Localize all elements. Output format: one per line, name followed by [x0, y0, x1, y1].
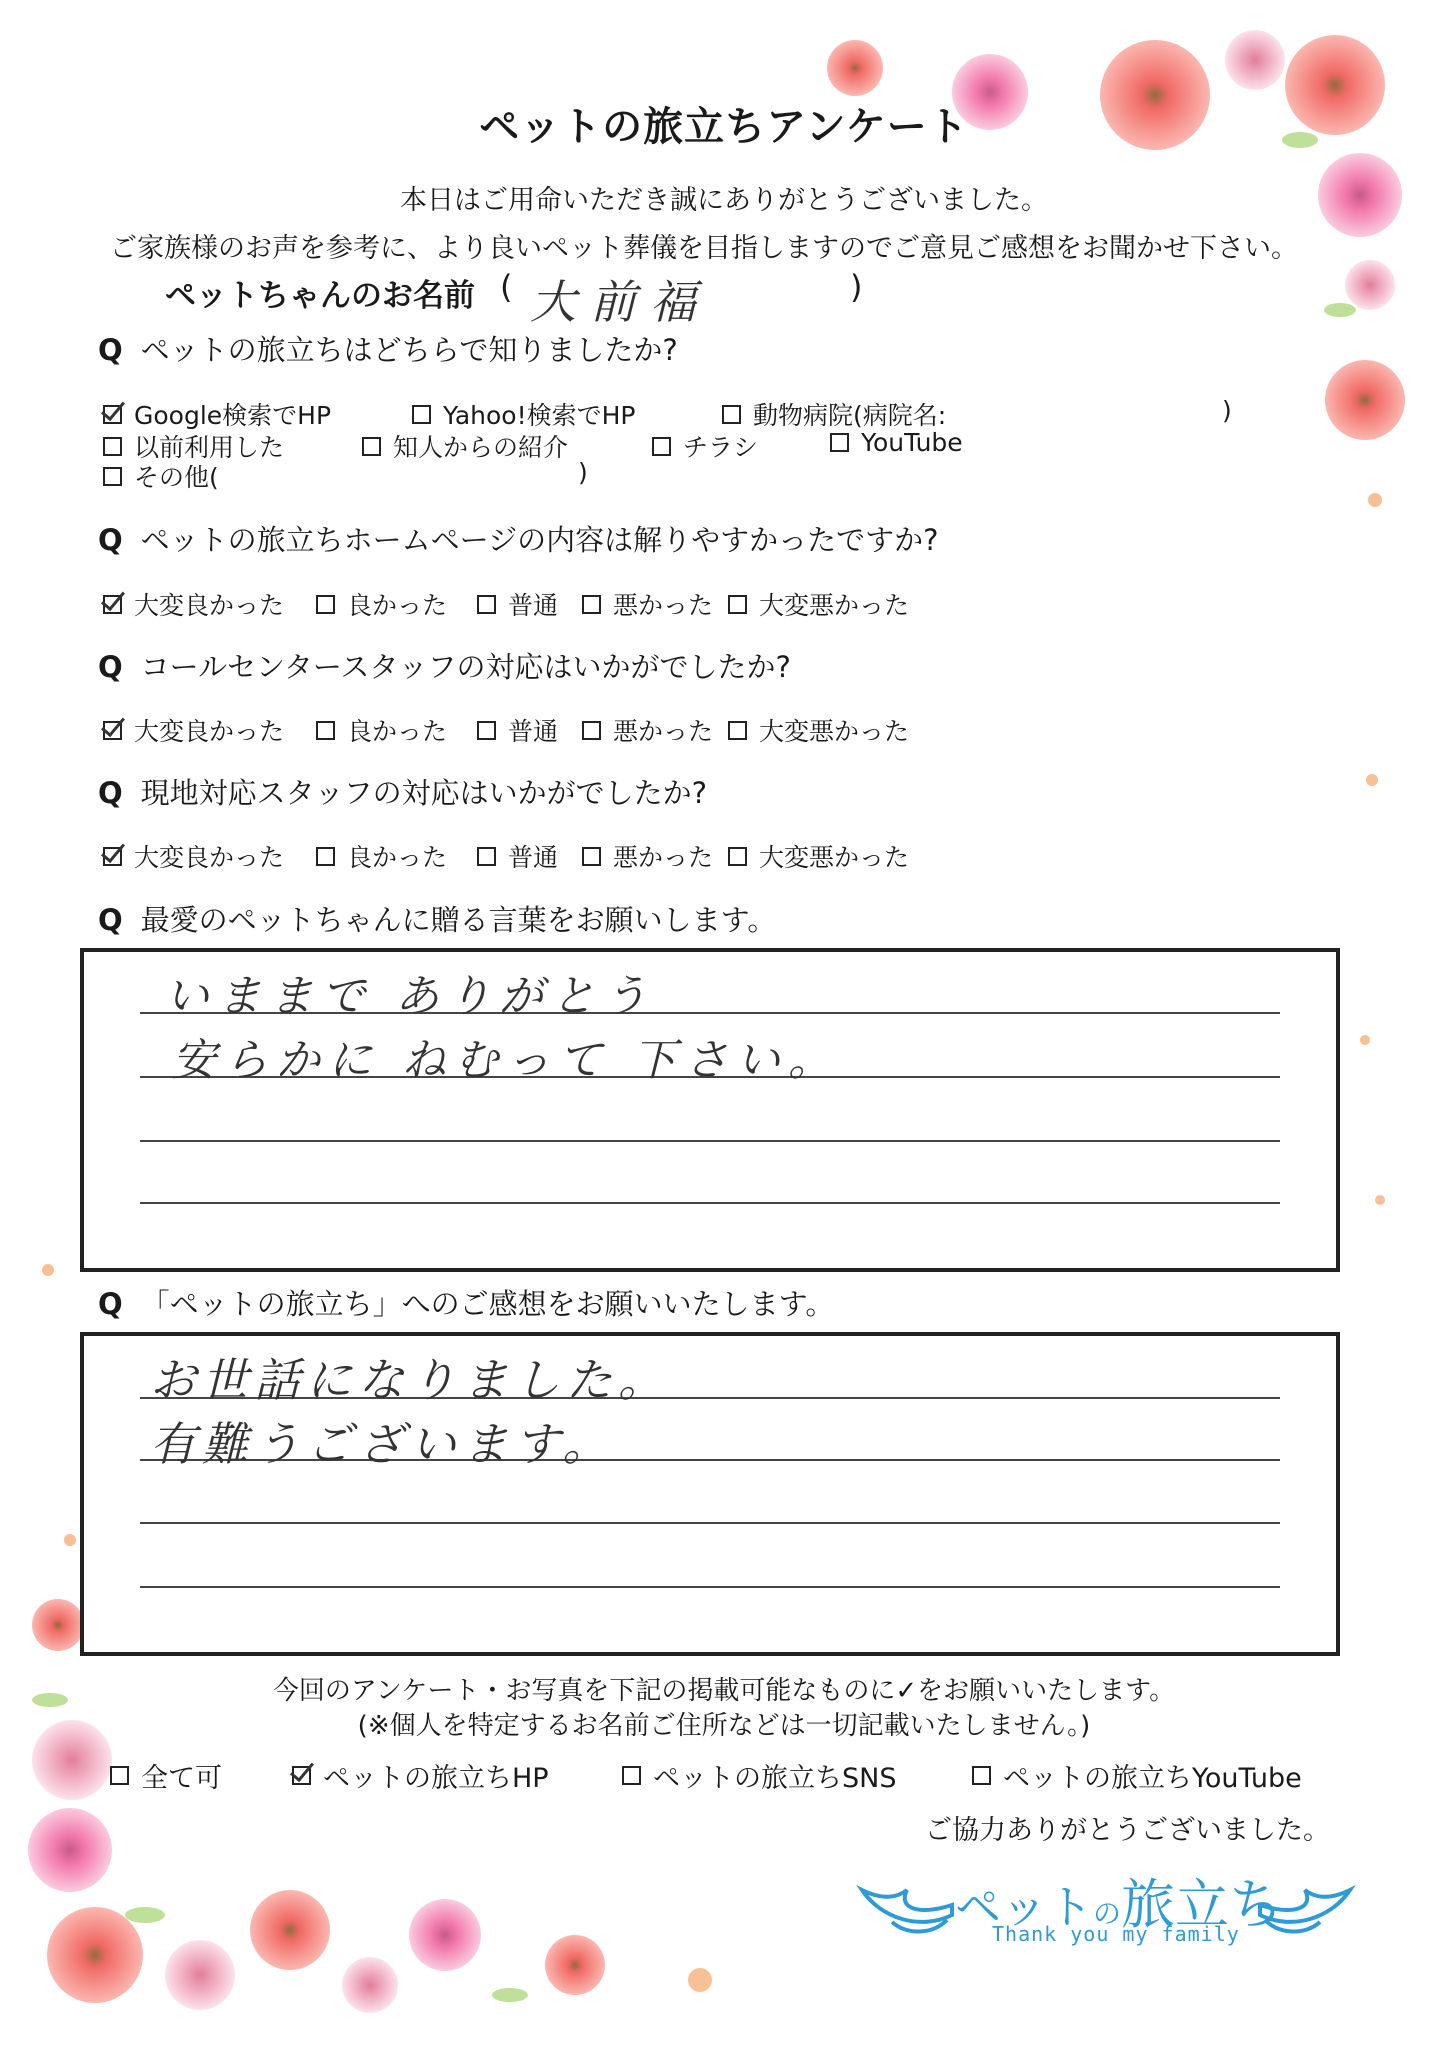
checkbox[interactable] [477, 721, 496, 740]
q2-option-label: 普通 [508, 591, 559, 620]
checkbox[interactable] [972, 1766, 991, 1785]
closing-thanks: ご協力ありがとうございました。 [925, 1815, 1330, 1846]
consent-option-all[interactable] [110, 1756, 222, 1795]
q4-option-label: 悪かった [613, 843, 714, 872]
q1-option-label: Google検索でHP [134, 401, 332, 430]
q4-option-label: 大変悪かった [759, 843, 910, 872]
q1-option-label: 動物病院(病院名: [753, 401, 947, 430]
checkbox[interactable] [477, 595, 496, 614]
consent-option-label: ペットの旅立ちYouTube [1003, 1763, 1302, 1794]
checkbox[interactable] [110, 1766, 129, 1785]
checkbox[interactable] [722, 405, 741, 424]
logo-text-b: の [1093, 1897, 1122, 1930]
q4-option-label: 普通 [508, 843, 559, 872]
checkbox-checked[interactable] [103, 405, 122, 424]
q1-option-label: 以前利用した [134, 433, 285, 462]
question-6-mark: Q [98, 1287, 123, 1321]
q1-other-close-paren: ) [578, 458, 588, 487]
q1-vet-close-paren: ) [1222, 396, 1232, 425]
checkbox[interactable] [728, 721, 747, 740]
checkbox[interactable] [103, 467, 122, 486]
checkbox[interactable] [316, 721, 335, 740]
checkbox-checked[interactable] [103, 847, 122, 866]
q3-option-average[interactable] [477, 712, 558, 748]
q3-option-very-bad[interactable] [728, 712, 909, 748]
q1-option-vet[interactable] [722, 396, 946, 432]
checkbox[interactable] [103, 437, 122, 456]
checkbox[interactable] [477, 847, 496, 866]
question-2 [98, 518, 938, 559]
q4-option-label: 良かった [347, 843, 448, 872]
checkbox[interactable] [412, 405, 431, 424]
consent-note-line-2: (※個人を特定するお名前ご住所などは一切記載いたしません。) [357, 1711, 1091, 1741]
q2-option-very-bad[interactable] [728, 586, 909, 622]
question-2-text: ペットの旅立ちホームページの内容は解りやすかったですか? [140, 523, 939, 557]
q2-option-label: 大変良かった [134, 591, 285, 620]
checkbox[interactable] [728, 847, 747, 866]
q6-answer-line-2: 有難うございます。 [150, 1417, 615, 1471]
q1-option-label: その他( [134, 463, 219, 492]
consent-option-youtube[interactable] [972, 1756, 1302, 1795]
q3-option-label: 良かった [347, 717, 448, 746]
consent-note-line-1: 今回のアンケート・お写真を下記の掲載可能なものに✓をお願いいたします。 [272, 1676, 1176, 1706]
question-3 [98, 645, 791, 686]
q2-option-very-good[interactable] [103, 586, 284, 622]
q4-option-very-bad[interactable] [728, 838, 909, 874]
checkbox[interactable] [830, 433, 849, 452]
intro-line-2: ご家族様のお声を参考に、より良いペット葬儀を目指しますのでご意見ご感想をお聞かせ下さい。 [110, 233, 1298, 264]
question-4-mark: Q [98, 776, 123, 810]
logo-tagline: Thank you my family [992, 1922, 1240, 1946]
pet-name-close-paren: ) [850, 268, 863, 306]
q1-option-yahoo[interactable] [412, 396, 635, 432]
q3-option-label: 普通 [508, 717, 559, 746]
q1-option-google[interactable] [103, 396, 331, 432]
checkbox[interactable] [582, 721, 601, 740]
checkbox[interactable] [316, 595, 335, 614]
question-3-text: コールセンタースタッフの対応はいかがでしたか? [140, 650, 791, 684]
pet-name-label: ペットちゃんのお名前 [165, 278, 475, 314]
q1-option-youtube[interactable] [830, 428, 963, 457]
consent-option-label: ペットの旅立ちHP [323, 1763, 549, 1794]
consent-option-label: 全て可 [141, 1763, 222, 1794]
q1-option-flyer[interactable] [652, 428, 758, 464]
q3-option-label: 大変良かった [134, 717, 285, 746]
question-1-text: ペットの旅立ちはどちらで知りましたか? [140, 333, 678, 367]
q2-option-good[interactable] [316, 586, 447, 622]
q6-answer-line-1: お世話になりました。 [150, 1353, 670, 1407]
q2-option-bad[interactable] [582, 586, 713, 622]
q5-answer-line-2: 安らかに ねむって 下さい。 [172, 1035, 840, 1086]
q4-option-very-good[interactable] [103, 838, 284, 874]
pet-name-field[interactable]: 大前福 [530, 275, 710, 329]
q5-ruled-line [140, 1140, 1280, 1142]
checkbox[interactable] [652, 437, 671, 456]
question-3-mark: Q [98, 650, 123, 684]
q4-option-good[interactable] [316, 838, 447, 874]
checkbox[interactable] [582, 595, 601, 614]
question-5 [98, 898, 776, 939]
q2-option-label: 大変悪かった [759, 591, 910, 620]
logo-text-c: 旅立ち [1121, 1873, 1284, 1936]
intro-line-1: 本日はご用命いただき誠にありがとうございました。 [400, 185, 1048, 216]
question-4-text: 現地対応スタッフの対応はいかがでしたか? [140, 776, 708, 810]
question-2-mark: Q [98, 523, 123, 557]
checkbox-checked[interactable] [292, 1766, 311, 1785]
q1-option-other[interactable] [103, 458, 219, 494]
question-6 [98, 1282, 834, 1323]
q1-option-label: 知人からの紹介 [393, 433, 569, 462]
q3-option-label: 悪かった [613, 717, 714, 746]
q6-ruled-line [140, 1522, 1280, 1524]
checkbox[interactable] [622, 1766, 641, 1785]
q5-answer-line-1: いままで ありがとう [165, 971, 655, 1022]
question-1-mark: Q [98, 333, 123, 367]
q5-ruled-line [140, 1202, 1280, 1204]
question-4 [98, 771, 707, 812]
q4-option-average[interactable] [477, 838, 558, 874]
question-5-mark: Q [98, 903, 123, 937]
q1-option-referral[interactable] [362, 428, 568, 464]
question-6-text: 「ペットの旅立ち」へのご感想をお願いいたします。 [140, 1287, 835, 1321]
survey-title: ペットの旅立ちアンケート [479, 104, 969, 150]
q3-option-good[interactable] [316, 712, 447, 748]
checkbox-checked[interactable] [103, 721, 122, 740]
pet-name-open-paren: ( [500, 268, 513, 306]
checkbox[interactable] [728, 595, 747, 614]
question-1 [98, 328, 678, 369]
question-5-text: 最愛のペットちゃんに贈る言葉をお願いします。 [140, 903, 777, 937]
logo-text-a: ペット [955, 1880, 1093, 1934]
left-wing-icon [852, 1860, 962, 1940]
q3-option-very-good[interactable] [103, 712, 284, 748]
q4-option-label: 大変良かった [134, 843, 285, 872]
checkbox[interactable] [582, 847, 601, 866]
consent-option-label: ペットの旅立ちSNS [653, 1763, 897, 1794]
consent-option-sns[interactable] [622, 1756, 896, 1795]
q6-ruled-line [140, 1586, 1280, 1588]
checkbox[interactable] [362, 437, 381, 456]
q2-option-label: 悪かった [613, 591, 714, 620]
q2-option-average[interactable] [477, 586, 558, 622]
q3-option-label: 大変悪かった [759, 717, 910, 746]
checkbox[interactable] [316, 847, 335, 866]
q2-option-label: 良かった [347, 591, 448, 620]
q1-option-label: チラシ [683, 433, 759, 462]
q4-option-bad[interactable] [582, 838, 713, 874]
q3-option-bad[interactable] [582, 712, 713, 748]
consent-option-hp[interactable] [292, 1756, 549, 1795]
q1-option-label: Yahoo!検索でHP [443, 401, 636, 430]
q1-option-label: YouTube [861, 428, 963, 457]
checkbox-checked[interactable] [103, 595, 122, 614]
